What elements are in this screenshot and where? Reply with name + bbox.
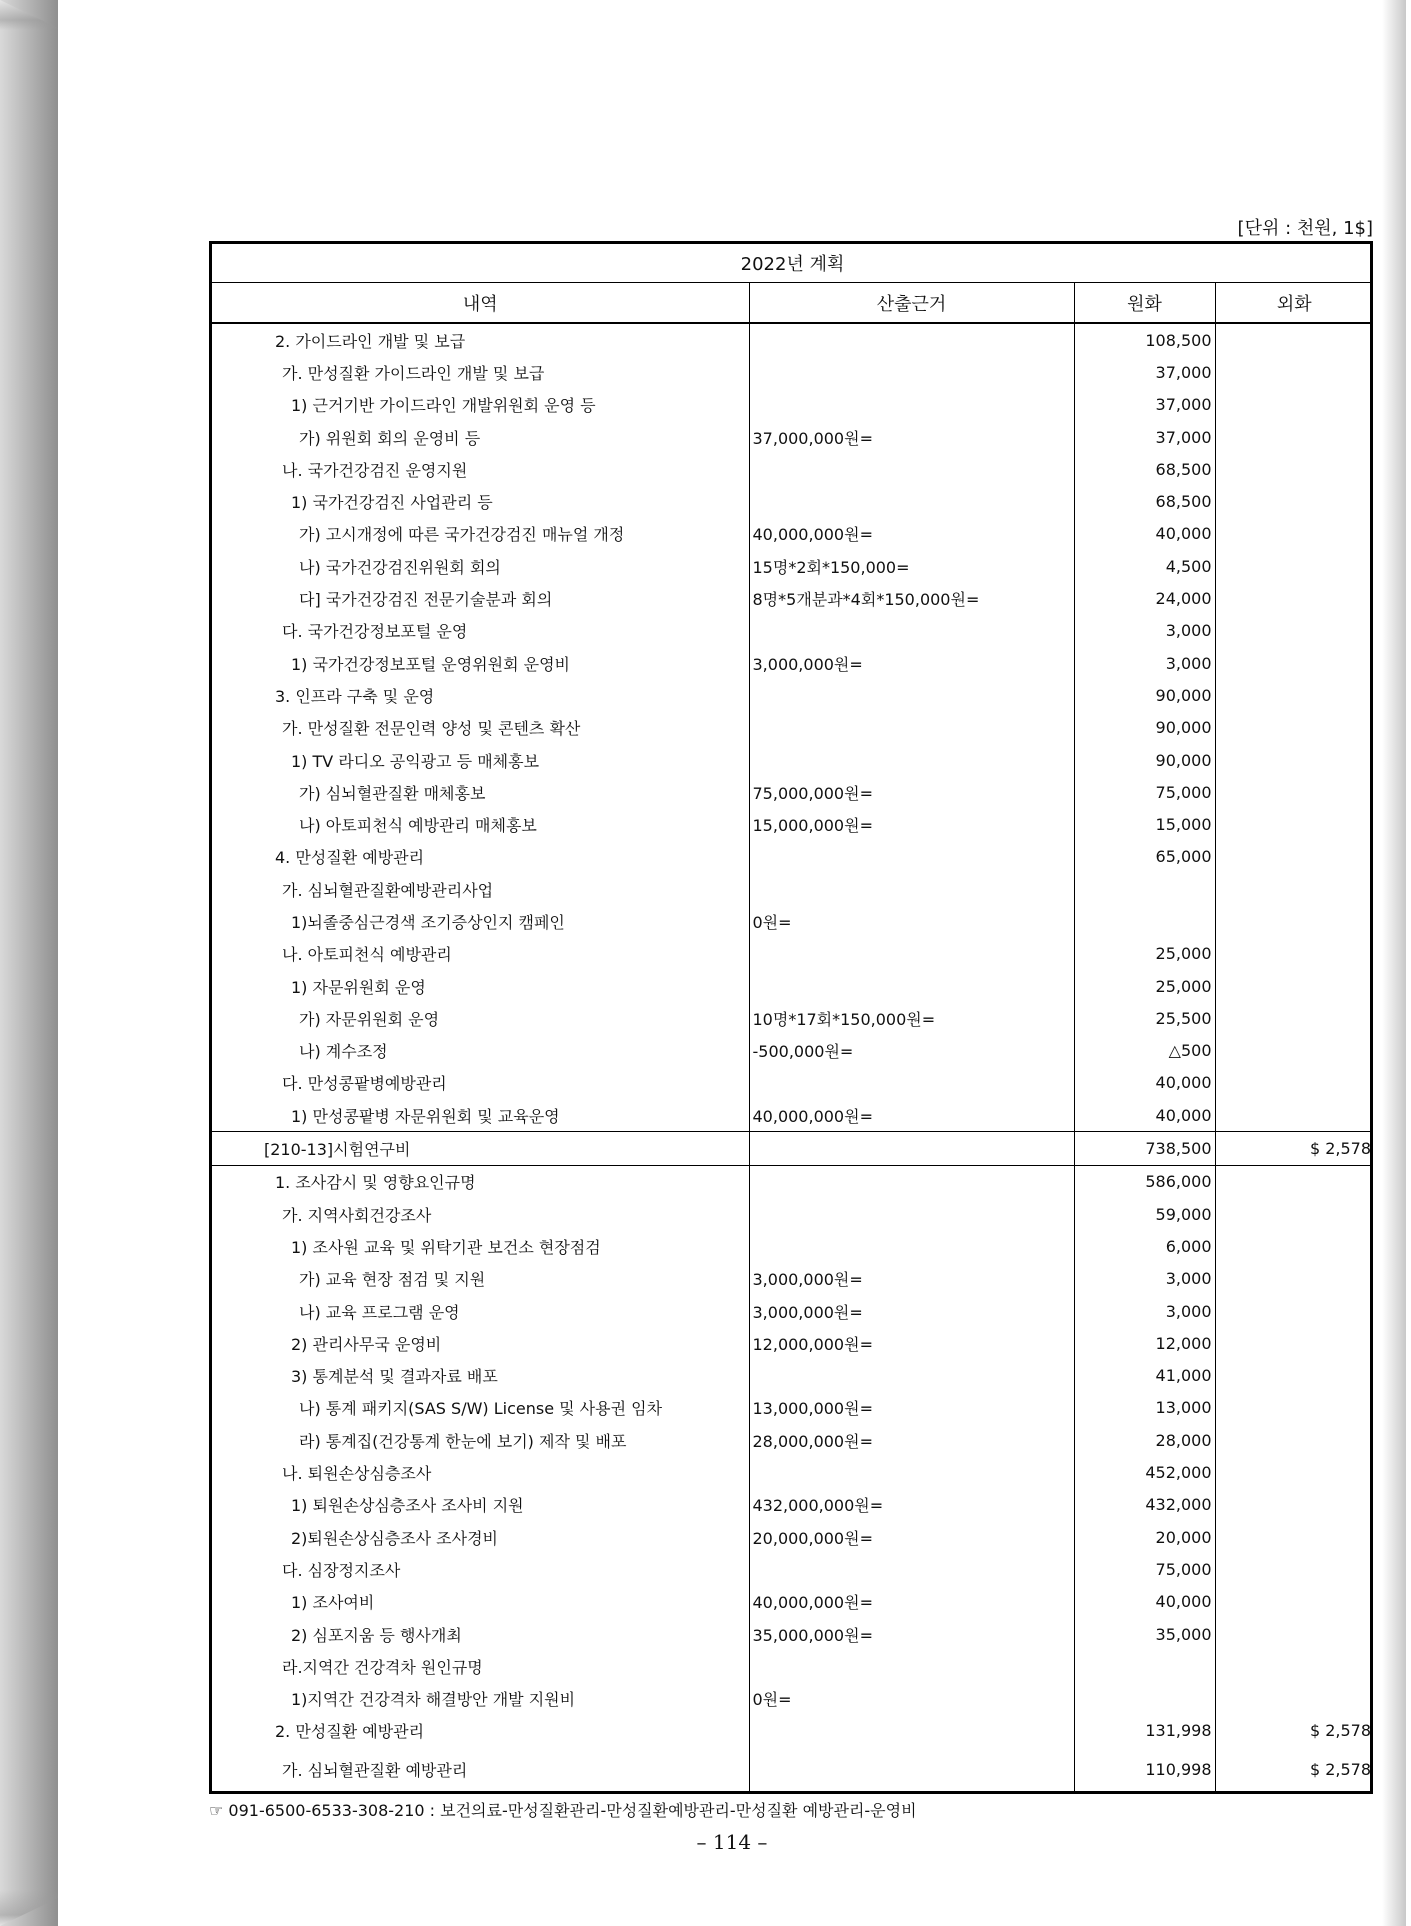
- row-basis: 20,000,000원=: [749, 1521, 1074, 1553]
- row-basis: [749, 1456, 1074, 1488]
- row-basis: [749, 1650, 1074, 1682]
- table-row: [212, 679, 1373, 711]
- row-item: 다. 만성콩팥병예방관리: [282, 1074, 447, 1094]
- row-krw-amount: 108,500: [1074, 323, 1215, 356]
- row-krw-amount: 90,000: [1074, 744, 1215, 776]
- column-header-basis: 산출근거: [749, 283, 1074, 324]
- table-row: [212, 485, 1373, 517]
- row-basis: [749, 1230, 1074, 1262]
- row-basis: 37,000,000원=: [749, 421, 1074, 453]
- row-basis: [749, 1132, 1074, 1165]
- row-basis: [749, 615, 1074, 647]
- row-fx-amount: [1215, 1035, 1373, 1067]
- row-item: 1)지역간 건강격차 해결방안 개발 지원비: [291, 1690, 576, 1710]
- row-item: 가. 만성질환 가이드라인 개발 및 보급: [282, 363, 545, 383]
- row-krw-amount: 432,000: [1074, 1489, 1215, 1521]
- row-krw-amount: 131,998: [1074, 1715, 1215, 1747]
- row-item: 나) 계수조정: [299, 1042, 388, 1062]
- row-krw-amount: 24,000: [1074, 582, 1215, 614]
- row-basis: 432,000,000원=: [749, 1489, 1074, 1521]
- row-krw-amount: 68,500: [1074, 485, 1215, 517]
- row-basis: 40,000,000원=: [749, 1586, 1074, 1618]
- table-row: [212, 1002, 1373, 1034]
- row-fx-amount: [1215, 679, 1373, 711]
- row-krw-amount: [1074, 1650, 1215, 1682]
- row-krw-amount: 13,000: [1074, 1392, 1215, 1424]
- table-row: [212, 776, 1373, 808]
- row-item: 라.지역간 건강격차 원인규명: [282, 1657, 483, 1677]
- table-row: [212, 1132, 1373, 1165]
- row-krw-amount: 12,000: [1074, 1327, 1215, 1359]
- row-item: 1. 조사감시 및 영향요인규명: [275, 1173, 476, 1193]
- row-fx-amount: [1215, 1360, 1373, 1392]
- row-fx-amount: [1215, 647, 1373, 679]
- binder-edge: [0, 0, 58, 1926]
- row-basis: [749, 1360, 1074, 1392]
- table-row: [212, 1198, 1373, 1230]
- row-fx-amount: [1215, 356, 1373, 388]
- row-fx-amount: [1215, 323, 1373, 356]
- row-fx-amount: [1215, 1424, 1373, 1456]
- table-row: [212, 938, 1373, 970]
- row-item: 1) 국가건강정보포털 운영위원회 운영비: [291, 654, 570, 674]
- row-fx-amount: $ 2,578: [1215, 1747, 1373, 1791]
- row-item: 나. 퇴원손상심층조사: [282, 1464, 432, 1484]
- table-row: [212, 970, 1373, 1002]
- row-item: 2) 심포지움 등 행사개최: [291, 1625, 462, 1645]
- row-item: 2)퇴원손상심층조사 조사경비: [291, 1528, 498, 1548]
- row-fx-amount: [1215, 1392, 1373, 1424]
- row-basis: 75,000,000원=: [749, 776, 1074, 808]
- row-basis: 0원=: [749, 905, 1074, 937]
- row-basis: [749, 356, 1074, 388]
- row-fx-amount: [1215, 1618, 1373, 1650]
- row-krw-amount: 6,000: [1074, 1230, 1215, 1262]
- row-fx-amount: [1215, 1456, 1373, 1488]
- table-row: [212, 1682, 1373, 1714]
- row-fx-amount: [1215, 421, 1373, 453]
- table-row: [212, 1489, 1373, 1521]
- row-item: 나) 국가건강검진위원회 회의: [299, 557, 501, 577]
- row-krw-amount: 37,000: [1074, 421, 1215, 453]
- row-item: 가. 만성질환 전문인력 양성 및 콘텐츠 확산: [282, 719, 581, 739]
- table-row: [212, 518, 1373, 550]
- row-basis: 12,000,000원=: [749, 1327, 1074, 1359]
- row-basis: 13,000,000원=: [749, 1392, 1074, 1424]
- row-fx-amount: [1215, 938, 1373, 970]
- row-fx-amount: [1215, 453, 1373, 485]
- row-basis: 40,000,000원=: [749, 1099, 1074, 1132]
- row-krw-amount: 110,998: [1074, 1747, 1215, 1791]
- row-krw-amount: 4,500: [1074, 550, 1215, 582]
- table-row: [212, 1295, 1373, 1327]
- table-row: [212, 1424, 1373, 1456]
- row-item: 나) 통계 패키지(SAS S/W) License 및 사용권 임차: [299, 1399, 663, 1419]
- row-fx-amount: [1215, 1489, 1373, 1521]
- row-basis: 40,000,000원=: [749, 518, 1074, 550]
- row-fx-amount: [1215, 712, 1373, 744]
- row-fx-amount: [1215, 1586, 1373, 1618]
- row-fx-amount: [1215, 485, 1373, 517]
- table-row: [212, 1456, 1373, 1488]
- table-row: [212, 1553, 1373, 1585]
- row-fx-amount: [1215, 1553, 1373, 1585]
- row-item: 가) 위원회 회의 운영비 등: [299, 428, 481, 448]
- row-item: 1) 근거기반 가이드라인 개발위원회 운영 등: [291, 396, 596, 416]
- row-krw-amount: 35,000: [1074, 1618, 1215, 1650]
- row-fx-amount: $ 2,578: [1215, 1715, 1373, 1747]
- row-basis: [749, 1553, 1074, 1585]
- row-basis: [749, 841, 1074, 873]
- row-item: 가) 자문위원회 운영: [299, 1009, 440, 1029]
- table-row: [212, 1165, 1373, 1198]
- row-basis: 15명*2회*150,000=: [749, 550, 1074, 582]
- row-krw-amount: 25,000: [1074, 938, 1215, 970]
- table-row: [212, 905, 1373, 937]
- row-krw-amount: 28,000: [1074, 1424, 1215, 1456]
- row-fx-amount: [1215, 776, 1373, 808]
- table-row: [212, 1392, 1373, 1424]
- row-item: 가) 교육 현장 점검 및 지원: [299, 1270, 486, 1290]
- table-row: [212, 1521, 1373, 1553]
- table-row: [212, 841, 1373, 873]
- row-krw-amount: 68,500: [1074, 453, 1215, 485]
- row-basis: 3,000,000원=: [749, 1295, 1074, 1327]
- row-krw-amount: 75,000: [1074, 776, 1215, 808]
- column-header-krw: 원화: [1074, 283, 1215, 324]
- row-item: 다] 국가건강검진 전문기술분과 회의: [299, 590, 553, 610]
- table-row: [212, 744, 1373, 776]
- row-fx-amount: [1215, 1263, 1373, 1295]
- table-row: [212, 550, 1373, 582]
- row-fx-amount: [1215, 518, 1373, 550]
- table-row: [212, 647, 1373, 679]
- row-item: 3) 통계분석 및 결과자료 배포: [291, 1367, 498, 1387]
- row-item: 1) 국가건강검진 사업관리 등: [291, 493, 493, 513]
- row-fx-amount: [1215, 1327, 1373, 1359]
- row-fx-amount: [1215, 1002, 1373, 1034]
- row-item: 1) 조사여비: [291, 1593, 375, 1613]
- row-item: 1)뇌졸중심근경색 조기증상인지 캠페인: [291, 912, 565, 932]
- row-basis: [749, 389, 1074, 421]
- row-item: 2) 관리사무국 운영비: [291, 1334, 442, 1354]
- row-krw-amount: 75,000: [1074, 1553, 1215, 1585]
- row-krw-amount: 40,000: [1074, 518, 1215, 550]
- row-fx-amount: [1215, 970, 1373, 1002]
- row-item: 가. 심뇌혈관질환 예방관리: [282, 1760, 468, 1780]
- row-fx-amount: [1215, 1165, 1373, 1198]
- row-item: 4. 만성질환 예방관리: [275, 848, 425, 868]
- row-basis: 3,000,000원=: [749, 647, 1074, 679]
- row-krw-amount: 3,000: [1074, 615, 1215, 647]
- row-krw-amount: 40,000: [1074, 1067, 1215, 1099]
- table-row: [212, 453, 1373, 485]
- row-basis: [749, 323, 1074, 356]
- row-krw-amount: 59,000: [1074, 1198, 1215, 1230]
- row-item: 가. 지역사회건강조사: [282, 1205, 432, 1225]
- row-krw-amount: △500: [1074, 1035, 1215, 1067]
- table-row: [212, 323, 1373, 356]
- row-krw-amount: 586,000: [1074, 1165, 1215, 1198]
- row-krw-amount: [1074, 905, 1215, 937]
- table-row: [212, 615, 1373, 647]
- row-item: 1) 퇴원손상심층조사 조사비 지원: [291, 1496, 524, 1516]
- page-shadow: [1382, 0, 1406, 1926]
- row-fx-amount: [1215, 1067, 1373, 1099]
- row-krw-amount: 20,000: [1074, 1521, 1215, 1553]
- row-krw-amount: 37,000: [1074, 389, 1215, 421]
- row-basis: [749, 485, 1074, 517]
- table-row: [212, 1747, 1373, 1791]
- row-item: 나) 교육 프로그램 운영: [299, 1302, 460, 1322]
- year-header: 2022년 계획: [212, 244, 1373, 283]
- row-item: 가) 심뇌혈관질환 매체홍보: [299, 783, 486, 803]
- column-header-item: 내역: [212, 283, 749, 324]
- row-fx-amount: [1215, 582, 1373, 614]
- row-fx-amount: $ 2,578: [1215, 1132, 1373, 1165]
- row-item: 가. 심뇌혈관질환예방관리사업: [282, 880, 494, 900]
- column-header-row: [212, 283, 1373, 324]
- row-basis: 28,000,000원=: [749, 1424, 1074, 1456]
- row-item: 2. 만성질환 예방관리: [275, 1722, 425, 1742]
- row-basis: [749, 712, 1074, 744]
- row-item: 나) 아토피천식 예방관리 매체홍보: [299, 816, 537, 836]
- row-krw-amount: 41,000: [1074, 1360, 1215, 1392]
- table-row: [212, 1263, 1373, 1295]
- row-fx-amount: [1215, 905, 1373, 937]
- column-header-fx: 외화: [1215, 283, 1373, 324]
- row-krw-amount: 3,000: [1074, 647, 1215, 679]
- row-basis: 8명*5개분과*4회*150,000원=: [749, 582, 1074, 614]
- row-item: 라) 통계집(건강통계 한눈에 보기) 제작 및 배포: [299, 1431, 627, 1451]
- row-krw-amount: 65,000: [1074, 841, 1215, 873]
- row-fx-amount: [1215, 1295, 1373, 1327]
- table-row: [212, 582, 1373, 614]
- row-item: 가) 고시개정에 따른 국가건강검진 매뉴얼 개정: [299, 525, 625, 545]
- unit-note: [단위 : 천원, 1$]: [1237, 218, 1373, 239]
- row-krw-amount: 25,000: [1074, 970, 1215, 1002]
- table-row: [212, 1360, 1373, 1392]
- row-fx-amount: [1215, 808, 1373, 840]
- row-krw-amount: 40,000: [1074, 1586, 1215, 1618]
- row-basis: 0원=: [749, 1682, 1074, 1714]
- row-item: 2. 가이드라인 개발 및 보급: [275, 331, 466, 351]
- row-fx-amount: [1215, 615, 1373, 647]
- table-row: [212, 1230, 1373, 1262]
- row-krw-amount: 3,000: [1074, 1295, 1215, 1327]
- table-row: [212, 1618, 1373, 1650]
- row-fx-amount: [1215, 389, 1373, 421]
- row-item: 3. 인프라 구축 및 운영: [275, 686, 435, 706]
- document-page: [58, 0, 1406, 1926]
- row-basis: [749, 1747, 1074, 1791]
- row-item: 1) 자문위원회 운영: [291, 977, 426, 997]
- row-item: 다. 국가건강정보포털 운영: [282, 622, 468, 642]
- row-basis: [749, 1198, 1074, 1230]
- row-krw-amount: [1074, 1682, 1215, 1714]
- row-krw-amount: 25,500: [1074, 1002, 1215, 1034]
- row-basis: 15,000,000원=: [749, 808, 1074, 840]
- row-item: 다. 심장정지조사: [282, 1560, 401, 1580]
- year-header-row: [212, 244, 1373, 283]
- row-fx-amount: [1215, 1230, 1373, 1262]
- table-row: [212, 1327, 1373, 1359]
- row-basis: [749, 453, 1074, 485]
- row-krw-amount: [1074, 873, 1215, 905]
- footnote: ☞ 091-6500-6533-308-210 : 보건의료-만성질환관리-만성질환예방관리-만성질환 예방관리-운영비: [209, 1801, 917, 1820]
- row-fx-amount: [1215, 1682, 1373, 1714]
- row-fx-amount: [1215, 744, 1373, 776]
- table-row: [212, 356, 1373, 388]
- row-basis: 35,000,000원=: [749, 1618, 1074, 1650]
- row-krw-amount: 40,000: [1074, 1099, 1215, 1132]
- table-row: [212, 1035, 1373, 1067]
- row-item: 1) 만성콩팥병 자문위원회 및 교육운영: [291, 1106, 560, 1126]
- budget-table: [209, 241, 1373, 1794]
- row-basis: [749, 1067, 1074, 1099]
- table-row: [212, 421, 1373, 453]
- table-row: [212, 808, 1373, 840]
- table-row: [212, 389, 1373, 421]
- row-fx-amount: [1215, 873, 1373, 905]
- table-row: [212, 1650, 1373, 1682]
- row-basis: [749, 938, 1074, 970]
- row-basis: [749, 744, 1074, 776]
- row-fx-amount: [1215, 1650, 1373, 1682]
- row-basis: [749, 970, 1074, 1002]
- row-basis: [749, 679, 1074, 711]
- row-basis: [749, 1715, 1074, 1747]
- table-row: [212, 1715, 1373, 1747]
- page-number: – 114 –: [696, 1830, 768, 1854]
- table-row: [212, 1099, 1373, 1132]
- row-krw-amount: 3,000: [1074, 1263, 1215, 1295]
- row-item: 나. 국가건강검진 운영지원: [282, 460, 468, 480]
- row-basis: [749, 873, 1074, 905]
- row-basis: -500,000원=: [749, 1035, 1074, 1067]
- row-basis: 3,000,000원=: [749, 1263, 1074, 1295]
- row-basis: 10명*17회*150,000원=: [749, 1002, 1074, 1034]
- row-basis: [749, 1165, 1074, 1198]
- row-krw-amount: 90,000: [1074, 712, 1215, 744]
- table-row: [212, 1067, 1373, 1099]
- table-row: [212, 873, 1373, 905]
- row-krw-amount: 90,000: [1074, 679, 1215, 711]
- row-fx-amount: [1215, 550, 1373, 582]
- row-fx-amount: [1215, 1198, 1373, 1230]
- table-row: [212, 1586, 1373, 1618]
- row-krw-amount: 738,500: [1074, 1132, 1215, 1165]
- row-fx-amount: [1215, 1099, 1373, 1132]
- row-krw-amount: 37,000: [1074, 356, 1215, 388]
- row-krw-amount: 15,000: [1074, 808, 1215, 840]
- row-item: [210-13]시험연구비: [212, 1132, 749, 1165]
- row-fx-amount: [1215, 1521, 1373, 1553]
- row-item: 1) TV 라디오 공익광고 등 매체홍보: [291, 751, 540, 771]
- row-item: 나. 아토피천식 예방관리: [282, 945, 452, 965]
- row-krw-amount: 452,000: [1074, 1456, 1215, 1488]
- row-fx-amount: [1215, 841, 1373, 873]
- row-item: 1) 조사원 교육 및 위탁기관 보건소 현장점검: [291, 1237, 601, 1257]
- table-row: [212, 712, 1373, 744]
